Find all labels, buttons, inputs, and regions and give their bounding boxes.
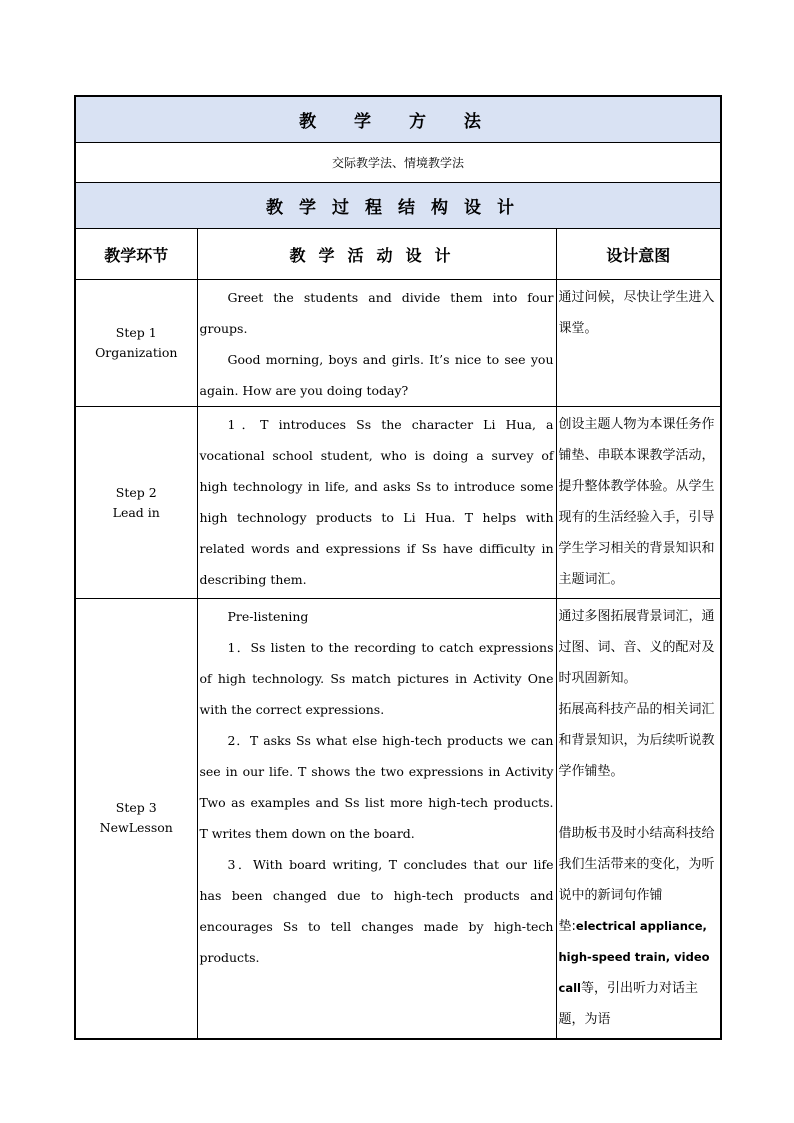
method-value: 交际教学法、情境教学法: [75, 143, 721, 183]
activity-subheading: Pre-listening: [227, 609, 309, 624]
step-cell: [75, 280, 197, 407]
activity-paragraph: Good morning, boys and girls. It’s nice to see you again. How are you doing today?: [199, 352, 554, 398]
method-value-row: [75, 143, 721, 183]
step-label: Step 2: [115, 484, 157, 500]
header-row: [75, 229, 721, 280]
intent-spacer: [559, 787, 721, 818]
activity-cell: [197, 599, 556, 1039]
table-row: [75, 280, 721, 407]
step-label: Step 3: [115, 800, 157, 816]
intent-paragraph: 创设主题人物为本课任务作铺垫、串联本课教学活动，提升整体教学体验。从学生现有的生活经验入手，引导学生学习相关的背景知识和主题词汇。: [558, 417, 715, 587]
step-label: Step 1: [115, 325, 157, 340]
intent-keywords: electrical appliance, high-speed train, video call: [558, 919, 710, 995]
intent-cell: [556, 599, 721, 1039]
step-name: Lead in: [112, 504, 160, 520]
process-title: 教学过程结构设计: [75, 183, 721, 229]
intent-paragraph: 通过多图拓展背景词汇，通过图、词、音、义的配对及时巩固新知。: [558, 609, 715, 686]
activity-paragraph: 1．T introduces Ss the character Li Hua, a vocational school student, who is doing a survey of high technology in life, and asks Ss to introduce some high technology products to Li Hua. T helps with related words and expressions if Ss have difficulty in describing them.: [199, 417, 554, 587]
method-title-row: [75, 96, 721, 143]
intent-paragraph: [559, 818, 721, 1035]
intent-cell: [556, 407, 721, 599]
method-title: 教 学 方 法: [75, 96, 721, 143]
intent-cell: [556, 280, 721, 407]
lesson-plan-table: [74, 95, 722, 1040]
intent-text: 借助板书及时小结高科技给我们生活带来的变化，为听说中的新词句作铺垫:: [558, 826, 715, 934]
activity-paragraph: Greet the students and divide them into four groups.: [199, 290, 554, 336]
intent-text: 等，引出听力对话主题，为语: [558, 981, 698, 1027]
table-row: [75, 407, 721, 599]
activity-paragraph: 3．With board writing, T concludes that our life has been changed due to high-tech products and encourages Ss to tell changes made by high-tech products.: [199, 857, 554, 965]
header-activity: 教学活动设计: [197, 229, 556, 280]
header-step: 教学环节: [75, 229, 197, 280]
activity-paragraph: 1．Ss listen to the recording to catch expressions of high technology. Ss match pictures in Activity One with the correct expressions.: [199, 640, 554, 717]
step-name: Organization: [95, 345, 178, 360]
step-cell: [75, 407, 197, 599]
lesson-plan-page: [74, 95, 720, 1040]
activity-cell: [197, 280, 556, 407]
intent-paragraph: 拓展高科技产品的相关词汇和背景知识，为后续听说教学作铺垫。: [558, 702, 715, 779]
table-row: [75, 599, 721, 1039]
process-title-row: [75, 183, 721, 229]
intent-paragraph: 通过问候，尽快让学生进入课堂。: [558, 290, 715, 336]
step-name: NewLesson: [99, 820, 173, 836]
activity-cell: [197, 407, 556, 599]
step-cell: [75, 599, 197, 1039]
header-intent: 设计意图: [556, 229, 721, 280]
activity-paragraph: 2．T asks Ss what else high-tech products we can see in our life. T shows the two expressions in Activity Two as examples and Ss list more high-tech products. T writes them down on the board.: [199, 733, 554, 841]
